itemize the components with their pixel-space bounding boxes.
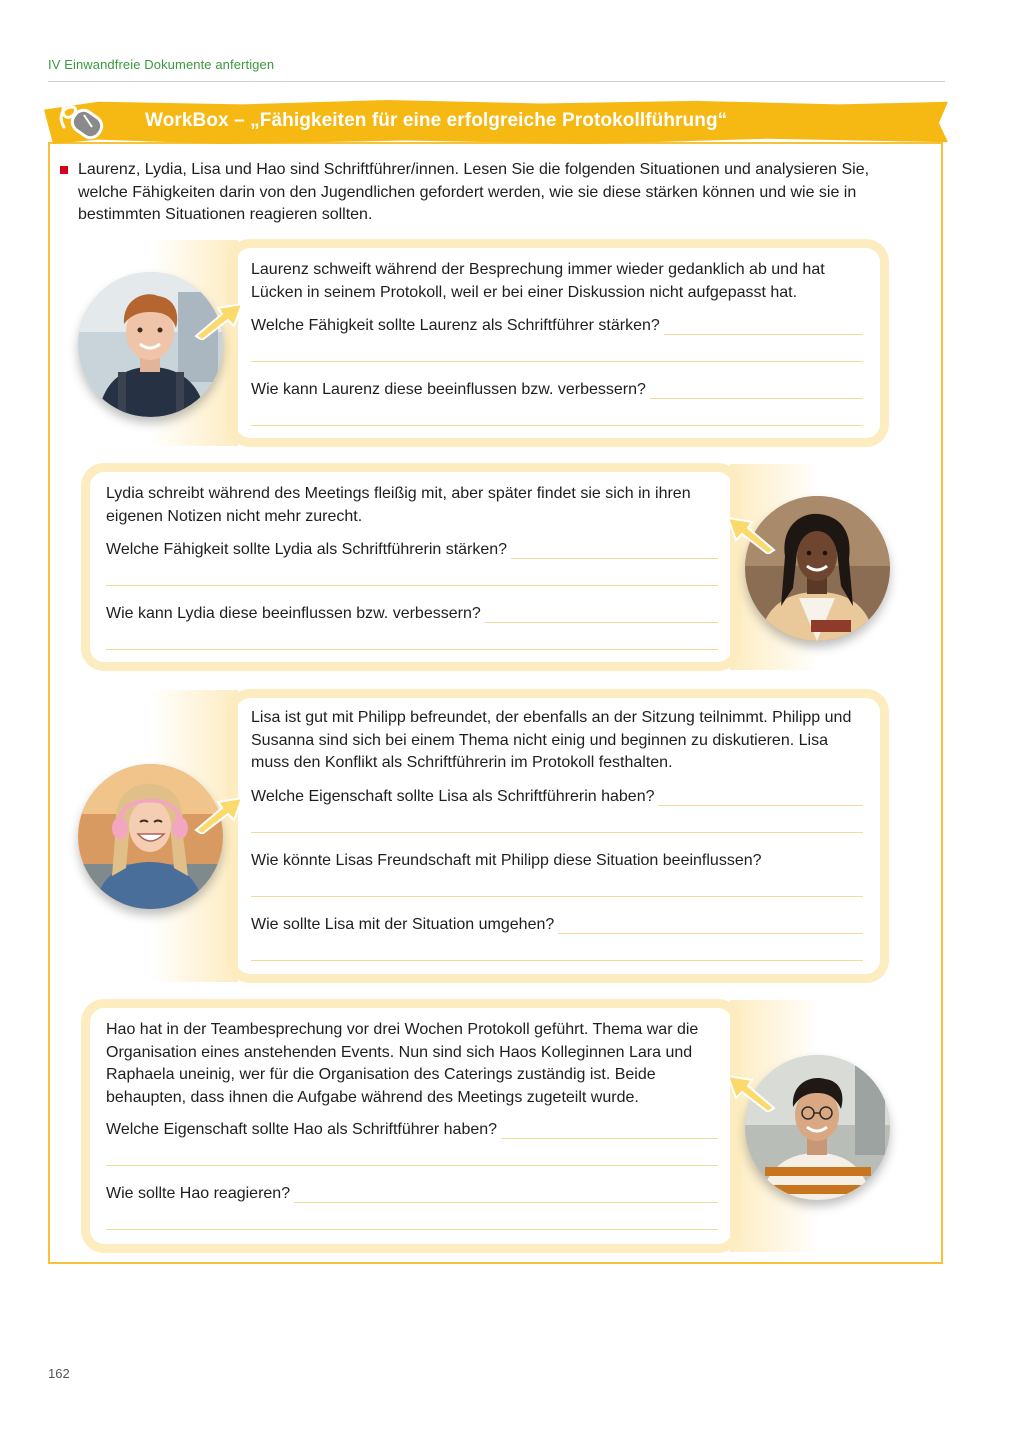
answer-line[interactable] (251, 361, 863, 362)
answer-line[interactable] (251, 425, 863, 426)
answer-line[interactable] (501, 1120, 718, 1139)
answer-line[interactable] (106, 585, 718, 586)
pointer-arrow-icon (192, 300, 246, 340)
bullet-icon (60, 166, 68, 174)
question-text: Welche Fähigkeit sollte Lydia als Schriftführerin stärken? (106, 541, 508, 558)
scenario-text-lydia: Lydia schreibt während des Meetings fleißig mit, aber später findet sie sich in ihren eigenen Notizen nicht mehr zurecht. (106, 485, 691, 525)
answer-line[interactable] (294, 1184, 718, 1203)
pointer-arrow-icon (724, 514, 778, 554)
header-divider (48, 81, 945, 82)
answer-line[interactable] (664, 316, 863, 335)
avatar-laurenz (78, 272, 223, 417)
question-text: Welche Fähigkeit sollte Laurenz als Schriftführer stärken? (251, 317, 660, 334)
answer-line[interactable] (511, 540, 718, 559)
question-text: Wie kann Laurenz diese beeinflussen bzw. verbessern? (251, 381, 646, 398)
answer-line[interactable] (106, 1229, 718, 1230)
workbox-title: WorkBox – „Fähigkeiten für eine erfolgreiche Protokollführung“ (145, 110, 728, 131)
question-text: Wie kann Lydia diese beeinflussen bzw. verbessern? (106, 605, 481, 622)
question-row (251, 377, 863, 399)
answer-line[interactable] (106, 1165, 718, 1166)
question-text: Wie könnte Lisas Freundschaft mit Philipp diese Situation beeinflussen? (251, 852, 762, 869)
question-text: Wie sollte Hao reagieren? (106, 1185, 291, 1202)
question-text: Welche Eigenschaft sollte Hao als Schriftführer haben? (106, 1121, 498, 1138)
question-text: Wie sollte Lisa mit der Situation umgehen? (251, 916, 555, 933)
scenario-text-lisa: Lisa ist gut mit Philipp befreundet, der ebenfalls an der Sitzung teilnimmt. Philipp und Susanna sind sich bei einem Thema nicht einig und beginnen zu diskutieren. Lisa muss den Konflikt als Schriftführerin im Protokoll festhalten. (251, 709, 852, 771)
question-row (106, 1117, 718, 1139)
answer-line[interactable] (106, 649, 718, 650)
scenario-text-laurenz: Laurenz schweift während der Besprechung immer wieder gedanklich ab und hat Lücken in seinem Protokoll, weil er bei einer Diskussion nicht aufgepasst hat. (251, 261, 825, 301)
avatar-lisa (78, 764, 223, 909)
answer-line[interactable] (251, 832, 863, 833)
answer-line[interactable] (658, 787, 863, 806)
answer-line[interactable] (650, 380, 863, 399)
pointer-arrow-icon (724, 1072, 778, 1112)
question-row (251, 912, 863, 934)
question-row (106, 537, 718, 559)
question-row (251, 848, 863, 870)
intro-text: Laurenz, Lydia, Lisa und Hao sind Schriftführer/innen. Lesen Sie die folgenden Situationen und analysieren Sie, welche Fähigkeiten darin von den Jugendlichen gefordert werden, wie sie diese stärken können und wie sie in bestimmten Situationen reagieren sollten. (78, 161, 870, 223)
question-row (106, 1181, 718, 1203)
question-row (251, 313, 863, 335)
answer-line[interactable] (251, 960, 863, 961)
question-text: Welche Eigenschaft sollte Lisa als Schriftführerin haben? (251, 788, 655, 805)
question-row (106, 601, 718, 623)
page-number: 162 (48, 1366, 70, 1381)
pointer-arrow-icon (192, 794, 246, 834)
question-row (251, 784, 863, 806)
scenario-text-hao: Hao hat in der Teambesprechung vor drei Wochen Protokoll geführt. Thema war die Organisation eines anstehenden Events. Nun sind sich Haos Kolleginnen Lara und Raphaela uneinig, wer für die Organisation des Caterings zuständig ist. Beide behaupten, dass ihnen die Aufgabe während des Meetings zugeteilt wurde. (106, 1021, 699, 1106)
answer-line[interactable] (558, 915, 863, 934)
answer-line[interactable] (251, 896, 863, 897)
mouse-icon (54, 97, 114, 147)
chapter-header: IV Einwandfreie Dokumente anfertigen (48, 57, 275, 72)
answer-line[interactable] (485, 604, 718, 623)
